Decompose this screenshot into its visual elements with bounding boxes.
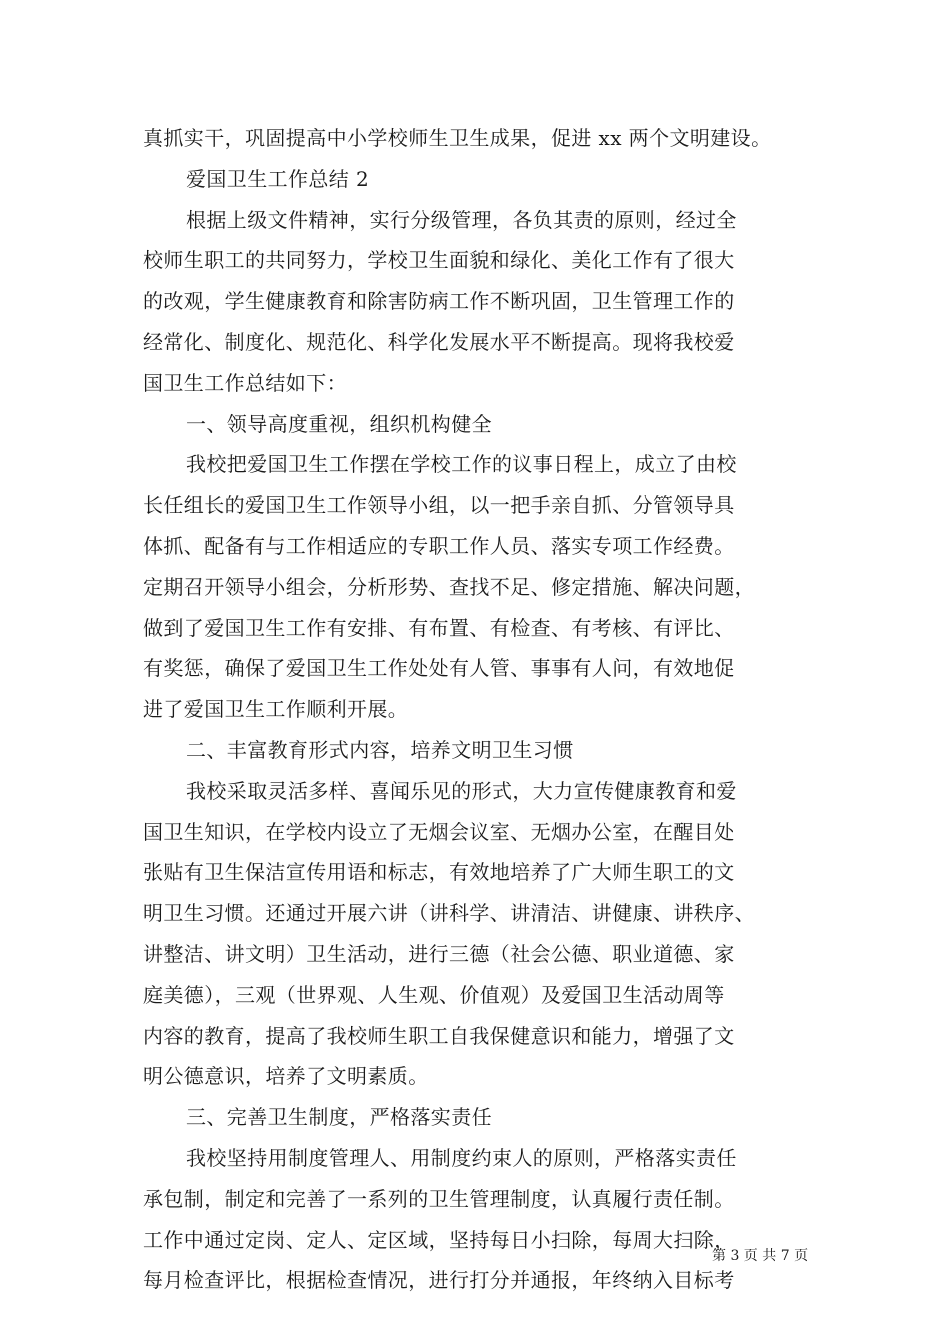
- section-heading: 三、完善卫生制度，严格落实责任: [186, 1105, 492, 1130]
- text-line: 根据上级文件精神，实行分级管理，各负其责的原则，经过全: [186, 207, 737, 232]
- section-heading: 二、丰富教育形式内容，培养文明卫生习惯: [186, 737, 574, 762]
- text-line: 真抓实干，巩固提高中小学校师生卫生成果，促进 xx 两个文明建设。: [143, 126, 772, 150]
- text-line: 的改观，学生健康教育和除害防病工作不断巩固，卫生管理工作的: [143, 289, 735, 314]
- text-line: 长任组长的爱国卫生工作领导小组，以一把手亲自抓、分管领导具: [143, 493, 735, 518]
- text-line: 校师生职工的共同努力，学校卫生面貌和绿化、美化工作有了很大: [143, 248, 735, 273]
- text-line: 我校把爱国卫生工作摆在学校工作的议事日程上，成立了由校: [186, 452, 737, 477]
- section-title: 爱国卫生工作总结 2: [186, 166, 370, 191]
- text-line: 讲整洁、讲文明）卫生活动，进行三德（社会公德、职业道德、家: [143, 941, 735, 966]
- text-line: 张贴有卫生保洁宣传用语和标志，有效地培养了广大师生职工的文: [143, 860, 735, 885]
- text-line: 国卫生工作总结如下：: [143, 370, 347, 395]
- text-line: 定期召开领导小组会，分析形势、查找不足、修定措施、解决问题，: [143, 574, 755, 599]
- text-line: 工作中通过定岗、定人、定区域，坚持每日小扫除，每周大扫除，: [143, 1227, 735, 1252]
- text-line: 经常化、制度化、规范化、科学化发展水平不断提高。现将我校爱: [143, 329, 735, 354]
- document-body: [143, 118, 813, 1301]
- text-line: 进了爱国卫生工作顺利开展。: [143, 697, 409, 722]
- text-line: 做到了爱国卫生工作有安排、有布置、有检查、有考核、有评比、: [143, 615, 735, 640]
- text-line: 承包制，制定和完善了一系列的卫生管理制度，认真履行责任制。: [143, 1186, 735, 1211]
- text-line: 有奖惩，确保了爱国卫生工作处处有人管、事事有人问，有效地促: [143, 656, 735, 681]
- text-line: 明卫生习惯。还通过开展六讲（讲科学、讲清洁、讲健康、讲秩序、: [143, 901, 755, 926]
- text-line: 内容的教育，提高了我校师生职工自我保健意识和能力，增强了文: [143, 1023, 735, 1048]
- text-line: 体抓、配备有与工作相适应的专职工作人员、落实专项工作经费。: [143, 533, 735, 558]
- section-heading: 一、领导高度重视，组织机构健全: [186, 411, 492, 436]
- page-number: 第 3 页 共 7 页: [712, 1248, 809, 1264]
- text-line: 我校坚持用制度管理人、用制度约束人的原则，严格落实责任: [186, 1145, 737, 1170]
- text-line: 明公德意识，培养了文明素质。: [143, 1064, 429, 1089]
- text-line: 每月检查评比，根据检查情况，进行打分并通报，年终纳入目标考: [143, 1268, 735, 1293]
- text-line: 庭美德），三观（世界观、人生观、价值观）及爱国卫生活动周等: [143, 982, 725, 1007]
- text-line: 我校采取灵活多样、喜闻乐见的形式，大力宣传健康教育和爱: [186, 778, 737, 803]
- text-line: 国卫生知识，在学校内设立了无烟会议室、无烟办公室，在醒目处: [143, 819, 735, 844]
